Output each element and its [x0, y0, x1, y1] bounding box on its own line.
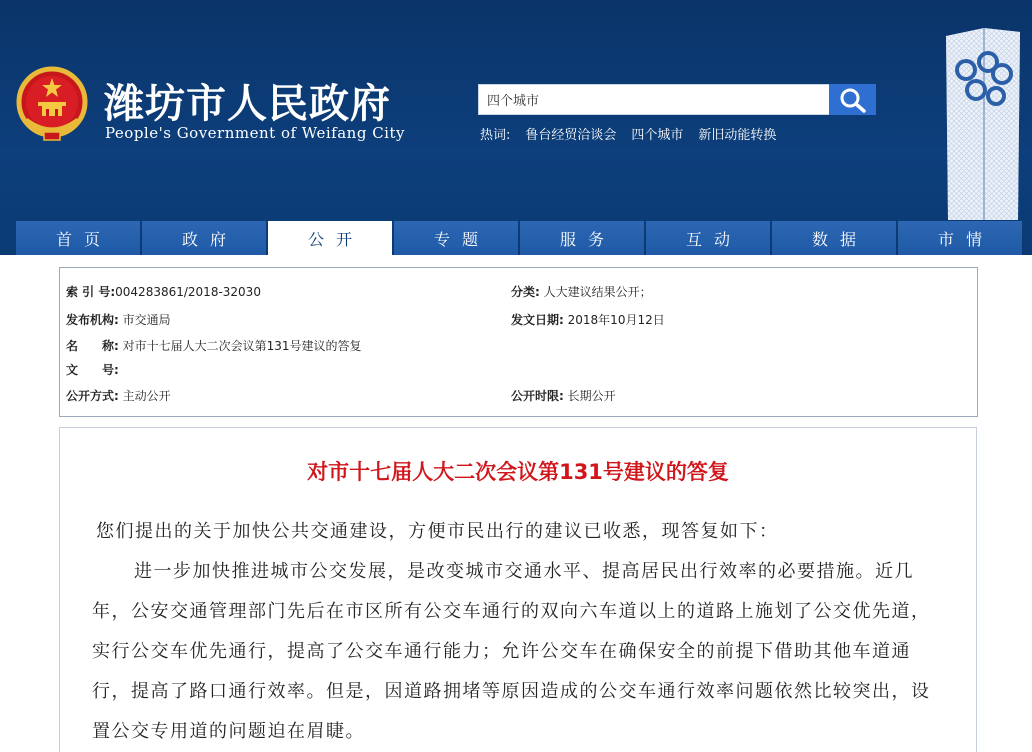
meta-org	[66, 311, 171, 328]
meta-mode	[66, 387, 171, 404]
nav-item-city-info[interactable]: 市情	[898, 221, 1022, 255]
meta-date-label: 发文日期:	[511, 313, 564, 327]
meta-period-label: 公开时限:	[511, 389, 564, 403]
meta-name	[66, 337, 362, 354]
meta-docno-label: 文 号:	[66, 363, 119, 377]
meta-name-value: 对市十七届人大二次会议第131号建议的答复	[122, 339, 362, 353]
article-body: 进一步加快推进城市公交发展，是改变城市交通水平、提高居民出行效率的必要措施。近几年，公安交通管理部门先后在市区所有公交车通行的双向六车道以上的道路上施划了公交优先道，实行公交车优先通行，提高了公交车通行能力；允许公交车在确保安全的前提下借助其他车道通行，提高了路口通行效率。但是，因道路拥堵等原因造成的公交车通行效率问题依然比较突出，设置公交专用道的问题迫在眉睫。	[92, 561, 931, 742]
hot-word-link[interactable]: 新旧动能转换	[698, 128, 777, 143]
meta-org-value: 市交通局	[122, 313, 171, 327]
landmark-sculpture-icon	[944, 26, 1022, 220]
meta-category-label: 分类:	[511, 285, 540, 299]
document-metadata	[59, 267, 978, 417]
search-button[interactable]	[829, 84, 876, 115]
meta-index	[66, 283, 261, 300]
hot-words-label: 热词:	[480, 128, 511, 143]
meta-org-label: 发布机构:	[66, 313, 119, 327]
hot-word-link[interactable]: 鲁台经贸洽谈会	[525, 128, 617, 143]
article	[59, 427, 977, 752]
nav-item-topics[interactable]: 专题	[394, 221, 518, 255]
meta-mode-label: 公开方式:	[66, 389, 119, 403]
meta-category-value: 人大建议结果公开；	[543, 285, 652, 299]
national-emblem-icon	[16, 66, 88, 142]
hot-words	[480, 124, 776, 143]
meta-index-value: 004283861/2018-32030	[115, 285, 261, 299]
search-input[interactable]	[479, 85, 829, 114]
nav-item-home[interactable]: 首页	[16, 221, 140, 255]
search-box[interactable]	[478, 84, 830, 115]
hot-word-link[interactable]: 四个城市	[631, 128, 684, 143]
meta-name-label: 名 称:	[66, 339, 119, 353]
meta-date	[511, 311, 665, 328]
nav-item-disclosure[interactable]: 公开	[268, 221, 392, 255]
nav-item-government[interactable]: 政府	[142, 221, 266, 255]
meta-date-value: 2018年10月12日	[567, 313, 665, 327]
nav-item-interaction[interactable]: 互动	[646, 221, 770, 255]
site-title[interactable]: 潍坊市人民政府	[104, 80, 391, 127]
site-header	[0, 0, 1032, 255]
meta-period-value: 长期公开	[567, 389, 616, 403]
article-intro: 您们提出的关于加快公共交通建设，方便市民出行的建议已收悉，现答复如下：	[96, 521, 779, 542]
search-icon	[839, 87, 867, 113]
site-subtitle: People's Government of Weifang City	[105, 124, 405, 142]
meta-docno	[66, 361, 119, 378]
meta-category	[511, 283, 652, 300]
meta-index-label: 索 引 号:	[66, 285, 116, 299]
nav-item-services[interactable]: 服务	[520, 221, 644, 255]
meta-period	[511, 387, 616, 404]
nav-item-data[interactable]: 数据	[772, 221, 896, 255]
meta-mode-value: 主动公开	[122, 389, 171, 403]
article-title: 对市十七届人大二次会议第131号建议的答复	[307, 460, 729, 484]
main-nav	[16, 221, 1022, 255]
